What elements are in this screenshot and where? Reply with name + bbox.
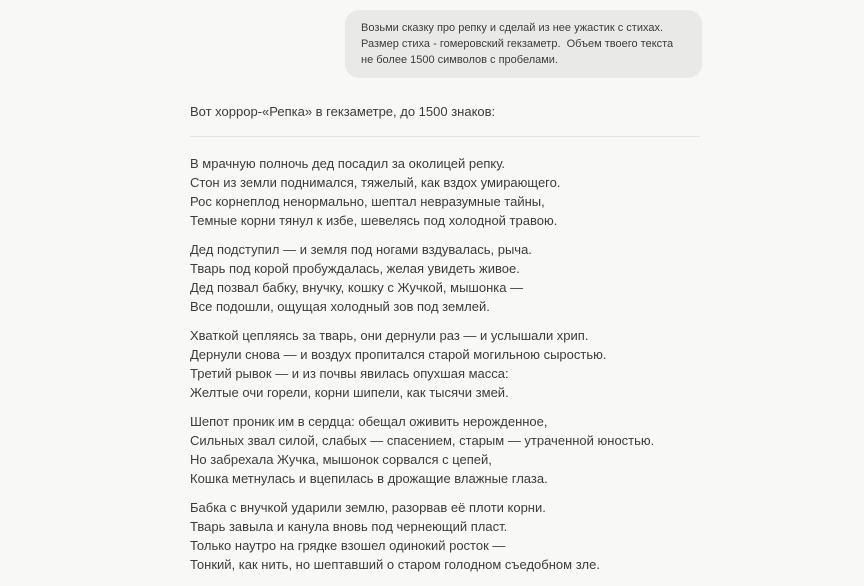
- chat-page: [0, 10, 864, 586]
- poem-line: В мрачную полночь дед посадил за околицей репку.: [190, 156, 506, 171]
- assistant-intro-text: Вот хоррор-«Репка» в гекзаметре, до 1500 знаков:: [190, 104, 496, 119]
- poem-line: Дернули снова — и воздух пропитался старой могильною сыростью.: [190, 347, 607, 362]
- poem-line: Хваткой цепляясь за тварь, они дернули раз — и услышали хрип.: [190, 328, 589, 343]
- poem-line: Тонкий, как нить, но шептавший о старом голодном съедобном зле.: [190, 557, 600, 572]
- poem-line: Только наутро на грядке взошел одинокий росток —: [190, 538, 506, 553]
- user-message-text: Возьми сказку про репку и сделай из нее ужастик с стихах. Размер стиха - гомеровский гекзаметр. Объем твоего текста не более 1500 символов с пробелами.: [361, 22, 677, 66]
- poem-line: Рос корнеплод ненормально, шептал невразумные тайны,: [190, 194, 545, 209]
- poem-line: Сильных звал силой, слабых — спасением, старым — утраченной юностью.: [190, 433, 655, 448]
- section-divider: [190, 136, 700, 137]
- poem-line: Тварь под корой пробуждалась, желая увидеть живое.: [190, 261, 520, 276]
- poem-line: Шепот проник им в сердца: обещал оживить нерожденное,: [190, 414, 548, 429]
- poem-line: Кошка метнулась и вцепилась в дрожащие влажные глаза.: [190, 471, 548, 486]
- poem-stanza: [190, 326, 704, 402]
- poem-line: Стон из земли поднимался, тяжелый, как вздох умирающего.: [190, 175, 561, 190]
- poem-line: Все подошли, ощущая холодный зов под землей.: [190, 299, 490, 314]
- user-message-bubble: [345, 10, 702, 78]
- poem-line: Дед позвал бабку, внучку, кошку с Жучкой, мышонка —: [190, 280, 524, 295]
- poem-stanza: [190, 412, 704, 488]
- poem-line: Третий рывок — и из почвы явилась опухшая масса:: [190, 366, 509, 381]
- assistant-message: [190, 103, 704, 574]
- poem-line: Темные корни тянул к избе, шевелясь под холодной травою.: [190, 213, 558, 228]
- poem-line: Бабка с внучкой ударили землю, разорвав её плоти корни.: [190, 500, 546, 515]
- poem: [190, 154, 704, 574]
- poem-line: Но забрехала Жучка, мышонок сорвался с цепей,: [190, 452, 492, 467]
- poem-stanza: [190, 154, 704, 230]
- user-message-row: [0, 10, 864, 78]
- poem-line: Тварь завыла и канула вновь под чернеющий пласт.: [190, 519, 508, 534]
- poem-stanza: [190, 240, 704, 316]
- poem-stanza: [190, 498, 704, 574]
- poem-line: Желтые очи горели, корни шипели, как тысячи змей.: [190, 385, 509, 400]
- poem-line: Дед подступил — и земля под ногами вздувалась, рыча.: [190, 242, 532, 257]
